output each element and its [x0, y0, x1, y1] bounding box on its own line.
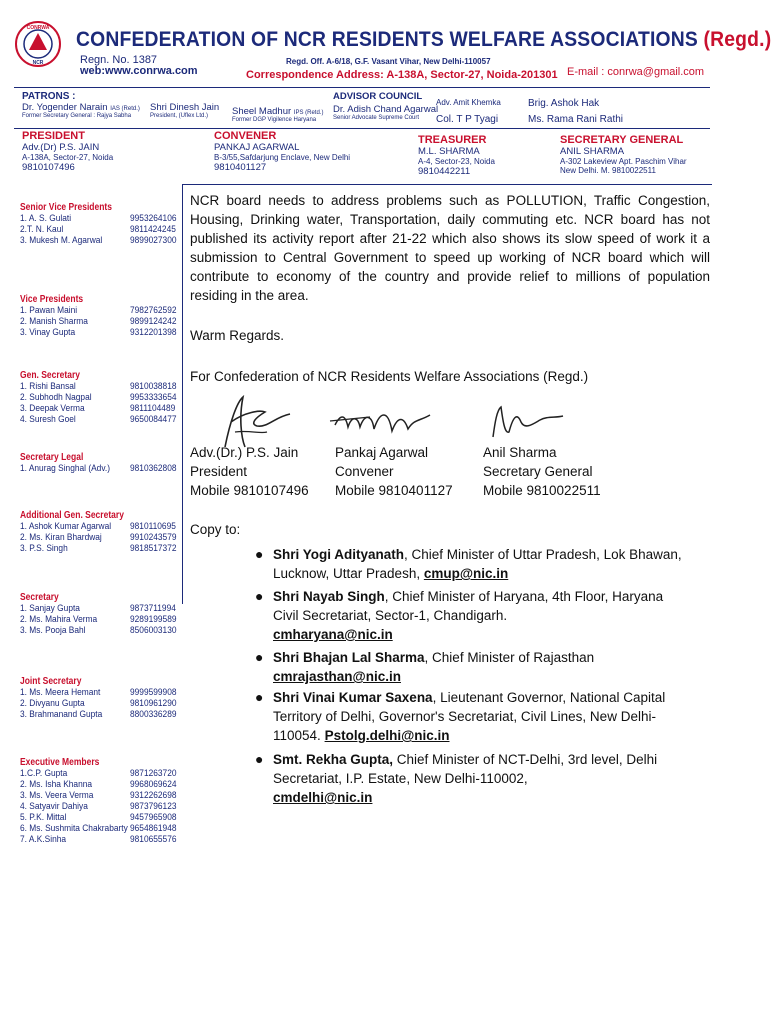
copy-to-label: Copy to:: [190, 522, 241, 537]
cc-email[interactable]: cmharyana@nic.in: [273, 627, 393, 642]
list-item: 3. Ms. Pooja Bahl 8506003130: [20, 625, 177, 636]
registration-number: Regn. No. 1387: [80, 54, 158, 66]
list-item: 1. A. S. Gulati 9953264106: [20, 213, 177, 224]
divider: [182, 184, 183, 604]
list-item: 6. Ms. Sushmita Chakrabarty 9654861948: [20, 823, 177, 834]
cc-item: ● Shri Yogi Adityanath, Chief Minister of Uttar Pradesh, Lok Bhawan, Lucknow, Uttar Pradesh, cmup@nic.in: [255, 546, 682, 581]
patron: Dr. Yogender Narain IAS (Retd.) Former Secretary General : Rajya Sabha: [22, 102, 140, 119]
registered-office: Regd. Off. A-6/18, G.F. Vasant Vihar, New Delhi-110057: [286, 57, 491, 66]
list-item: 2. Divyanu Gupta 9810961290: [20, 698, 177, 709]
list-item: 2. Manish Sharma 9899124242: [20, 316, 177, 327]
list-item: 5. P.K. Mittal 9457965908: [20, 812, 177, 823]
logo-bottom-text: NCR: [32, 60, 44, 66]
advisor: Ms. Rama Rani Rathi: [528, 114, 624, 125]
divider: [14, 128, 710, 129]
correspondence-address: Correspondence Address: A-138A, Sector-27, Noida-201301: [246, 69, 558, 81]
advisor: Brig. Ashok Hak: [528, 98, 600, 109]
sidebar-group: Secretary 1. Sanjay Gupta 9873711994 2. Ms. Mahira Verma 9289199589 3. Ms. Pooja Bahl 8506003130: [20, 592, 180, 636]
patron: Sheel Madhur IPS (Retd.) Former DGP Vigilence Haryana: [232, 106, 324, 123]
list-item: 1. Ms. Meera Hemant 9999599908: [20, 687, 177, 698]
patron: Shri Dinesh Jain President, (Uflex Ltd.): [150, 102, 220, 119]
list-item: 1. Sanjay Gupta 9873711994: [20, 603, 176, 614]
divider: [14, 87, 710, 88]
signature-secretary-general: [485, 402, 565, 442]
list-item: 2. Ms. Isha Khanna 9968069624: [20, 779, 177, 790]
list-item: 3. Vinay Gupta 9312201398: [20, 327, 177, 338]
signatory-secretary-general: Anil Sharma Secretary General Mobile 9810022511: [483, 445, 601, 498]
cc-item: ● Shri Bhajan Lal Sharma, Chief Minister of Rajasthan cmrajasthan@nic.in: [255, 649, 595, 684]
signatory-president: Adv.(Dr.) P.S. Jain President Mobile 9810107496: [190, 445, 309, 498]
officer-convener: CONVENER PANKAJ AGARWAL B-3/55,Safdarjung Enclave, New Delhi 9810401127: [214, 130, 351, 173]
cc-email[interactable]: cmdelhi@nic.in: [273, 790, 373, 805]
list-item: 3. Deepak Verma 9811104489: [20, 403, 176, 414]
signature-convener: [330, 405, 440, 445]
for-line: For Confederation of NCR Residents Welfare Associations (Regd.): [190, 369, 589, 384]
letter-paragraph: NCR board needs to address problems such as POLLUTION, Traffic Congestion, Housing, Drinking water, Transportation, daily commuting etc. NCR board has not published its activity report after 21-22 which also shows its slow speed of work it a submission to Central Government to speed up working of NCR board which will contribute to economy of the country and provide relief to millions of population residing in the area.: [190, 193, 710, 303]
patrons-label: PATRONS :: [22, 91, 76, 102]
list-item: 3. P.S. Singh 9818517372: [20, 543, 177, 554]
list-item: 4. Suresh Goel 9650084477: [20, 414, 177, 425]
signatory-convener: Pankaj Agarwal Convener Mobile 9810401127: [335, 445, 453, 498]
cc-item: ● Smt. Rekha Gupta, Chief Minister of NCT-Delhi, 3rd level, Delhi Secretariat, I.P. Estate, New Delhi-110002, cmdelhi@nic.in: [255, 751, 658, 805]
cc-email[interactable]: cmup@nic.in: [423, 566, 509, 581]
list-item: 1.C.P. Gupta 9871263720: [20, 768, 177, 779]
cc-email[interactable]: cmrajasthan@nic.in: [273, 669, 401, 684]
list-item: 2. Ms. Mahira Verma 9289199589: [20, 614, 177, 625]
website[interactable]: web:www.conrwa.com: [80, 65, 198, 77]
logo-top-text: CONRWA: [26, 25, 50, 31]
cc-email[interactable]: Pstolg.delhi@nic.in: [324, 728, 450, 743]
cc-item: ● Shri Vinai Kumar Saxena, Lieutenant Governor, National Capital Territory of Delhi, Governor's Secretariat, Civil Lines, New Delhi-110054. Pstolg.delhi@nic.in: [255, 689, 666, 743]
org-name: CONFEDERATION OF NCR RESIDENTS WELFARE ASSOCIATIONS (Regd.): [76, 28, 771, 51]
list-item: 7. A.K.Sinha 9810655576: [20, 834, 177, 845]
sidebar-group: Executive Members 1.C.P. Gupta 9871263720 2. Ms. Isha Khanna 9968069624 3. Ms. Veera Verma 9312262698 4. Satyavir Dahiya 9873796123 5. P.K. Mittal 9457965908 6. Ms. Sushmita Chakrabarty 9654861948 7. A.K.Sinha 9810655576: [20, 757, 180, 845]
list-item: 2.T. N. Kaul 9811424245: [20, 224, 176, 235]
regards: Warm Regards.: [190, 328, 285, 343]
advisor-council-label: ADVISOR COUNCIL: [333, 91, 423, 102]
sidebar-group: Additional Gen. Secretary 1. Ashok Kumar Agarwal 9810110695 2. Ms. Kiran Bhardwaj 9910243579 3. P.S. Singh 9818517372: [20, 510, 180, 554]
list-item: 1. Ashok Kumar Agarwal 9810110695: [20, 521, 176, 532]
sidebar-group: Vice Presidents 1. Pawan Maini 7982762592 2. Manish Sharma 9899124242 3. Vinay Gupta 9312201398: [20, 294, 180, 338]
cc-item: ● Shri Nayab Singh, Chief Minister of Haryana, 4th Floor, Haryana Civil Secretariat, Sector-1, Chandigarh. cmharyana@nic.in: [255, 588, 664, 642]
list-item: 2. Ms. Kiran Bhardwaj 9910243579: [20, 532, 177, 543]
list-item: 4. Satyavir Dahiya 9873796123: [20, 801, 177, 812]
advisor: Dr. Adish Chand Agarwal Senior Advocate Supreme Court: [333, 104, 439, 121]
list-item: 3. Ms. Veera Verma 9312262698: [20, 790, 177, 801]
list-item: 2. Subhodh Nagpal 9953333654: [20, 392, 177, 403]
sidebar-group: Joint Secretary 1. Ms. Meera Hemant 9999599908 2. Divyanu Gupta 9810961290 3. Brahmanand Gupta 8800336289: [20, 676, 180, 720]
regd-tag: (Regd.): [703, 28, 771, 51]
advisor: Adv. Amit Khemka: [436, 98, 501, 107]
divider: [182, 184, 712, 185]
list-item: 1. Pawan Maini 7982762592: [20, 305, 177, 316]
list-item: 1. Rishi Bansal 9810038818: [20, 381, 177, 392]
sidebar-group: Secretary Legal 1. Anurag Singhal (Adv.) 9810362808: [20, 452, 180, 474]
officer-president: PRESIDENT Adv.(Dr) P.S. JAIN A-138A, Sector-27, Noida 9810107496: [22, 130, 114, 173]
sidebar-group: Senior Vice Presidents 1. A. S. Gulati 9953264106 2.T. N. Kaul 9811424245 3. Mukesh M. Agarwal 9899027300: [20, 202, 180, 246]
sidebar-group: Gen. Secretary 1. Rishi Bansal 9810038818 2. Subhodh Nagpal 9953333654 3. Deepak Verma 9811104489 4. Suresh Goel 9650084477: [20, 370, 180, 425]
officer-treasurer: TREASURER M.L. SHARMA A-4, Sector-23, Noida 9810442211: [418, 134, 495, 177]
header-email[interactable]: E-mail : conrwa@gmail.com: [567, 66, 705, 78]
officer-secretary-general: SECRETARY GENERAL ANIL SHARMA A-302 Lakeview Apt. Paschim Vihar New Delhi. M. 9810022511: [560, 134, 687, 175]
conrwa-logo: [14, 20, 62, 68]
list-item: 1. Anurag Singhal (Adv.) 9810362808: [20, 463, 177, 474]
list-item: 3. Mukesh M. Agarwal 9899027300: [20, 235, 177, 246]
list-item: 3. Brahmanand Gupta 8800336289: [20, 709, 177, 720]
advisor: Col. T P Tyagi: [436, 114, 499, 125]
